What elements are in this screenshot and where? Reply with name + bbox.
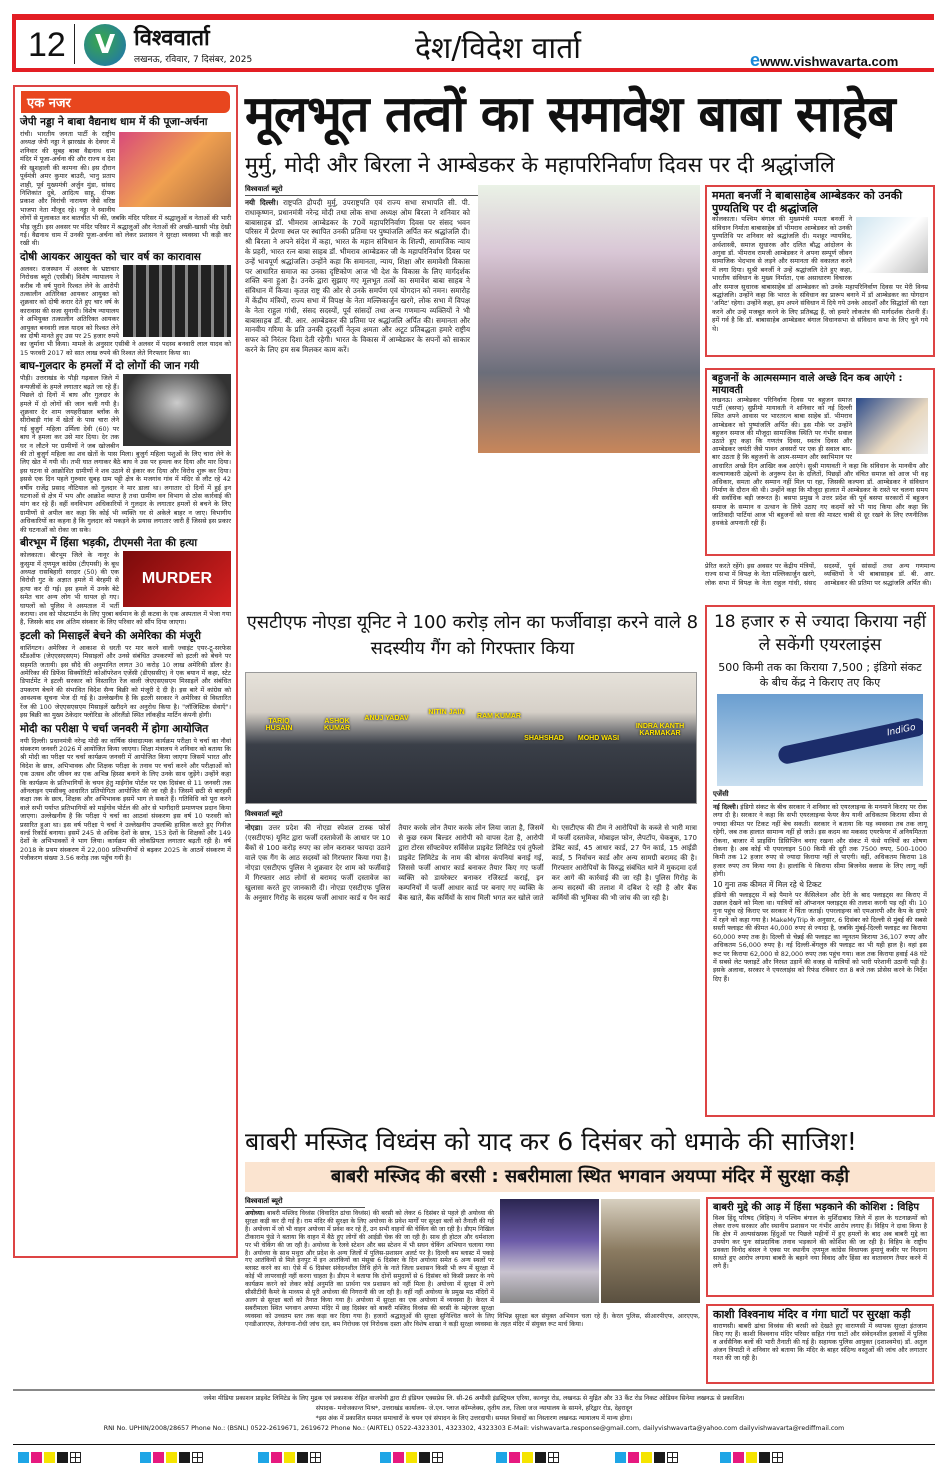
cmyk-swatch-group (720, 1452, 783, 1463)
plane-livery: IndiGo (777, 717, 923, 766)
byline: एजेंसी (713, 790, 927, 801)
paper-logo: V (84, 24, 126, 66)
color-swatch (380, 1452, 391, 1463)
dateline: नई दिल्ली। (713, 803, 739, 811)
color-swatch (419, 1452, 430, 1463)
cmyk-swatch-group (496, 1452, 559, 1463)
story-title: दोषी आयकर आयुक्त को चार वर्ष का कारावास (20, 250, 201, 263)
story-text: उत्तर प्रदेश की नोएडा स्पेशल टास्क फोर्स (एसटीएफ) यूनिट द्वारा फर्जी दस्तावेजों के आधार पर 10 बैंकों से 100 करोड़ रुपए का लोन कराकर फायदा उठाने वाले एक गैंग के आठ सदस्यों को गिरफ्तार किया गया है। नोएडा एसटीएफ पुलिस ने शुक्रवार देर शाम को फर्जीवाड़े में गिरफ्तार आठ लोगों से बरामद फर्जी दस्तावेज का खुलासा करते हुए जानकारी दी। नोएडा एसटीएफ पुलिस के अनुसार गिरोह के सदस्य फर्जी आधार कार्ड व पैन कार्ड तैयार करके लोन तैयार करके लोन लिया जाता है, जिसमें से कुछ रकम बिल्डर आरोपी को वापस देता है, आरोपी द्वारा टोरस सॉफ्टवेयर सर्विसेज प्राइवेट लिमिटेड एवं तुफैलो प्राइवेट लिमिटेड के नाम की बोगस कंपनियां बनाई गई, जिससे फर्जी आधार कार्ड बनाकर तैयार किए गए फर्जी व्यक्ति को डायरेक्टर बनाकर रजिस्टर्ड कराई, इन कम्पनियों में फर्जी आधार कार्ड पर बनाए गए व्यक्ति के बैंक खाते, बैंक कर्मियों के साथ मिली भगत कर खोले जाते थे। एसटीएफ की टीम ने आरोपियों के कब्जे से भारी मात्रा में फर्जी दस्तावेज, मोबाइल फोन, लैपटॉप, चेकबुक, 170 डेबिट कार्ड, 45 आधार कार्ड, 27 पैन कार्ड, 15 आईडी कार्ड, 5 निर्वाचन कार्ड और अन्य सामग्री बरामद की है। गिरफ्तार आरोपियों के विरुद्ध संबंधित थाने में मुकदमा दर्ज कर आगे की कार्रवाई की जा रही है। पुलिस गिरोह के अन्य सदस्यों की तलाश में दबिश दे रही है और बैंक कर्मियों की भूमिका की भी जांच की जा रही है। (245, 824, 697, 902)
story-subtitle: 500 किमी तक का किराया 7,500 ; इंडिगो संकट के बीच केंद्र ने किराए तए किए (718, 661, 922, 689)
cmyk-swatch-group (258, 1452, 321, 1463)
paper-name: विश्ववार्ता (134, 26, 210, 51)
lead-text: राष्ट्रपति द्रौपदी मुर्मु, उपराष्ट्रपति एवं राज्य सभा सभापति सी. पी. राधाकृष्णन, प्रधानमंत्री नरेन्द्र मोदी तथा लोक सभा अध्यक्ष ओम बिरला ने शनिवार को बाबासाहब डॉ. भीमराव आम्बेडकर के 70वें महापरिनिर्वाण दिवस पर संसद भवन परिसर में प्रेरणा स्थल पर स्थापित उनकी प्रतिमा पर पुष्पांजलि अर्पित कर श्रद्धांजलि दी। श्री बिरला ने अपने संदेश में कहा, भारत के महान संविधान के शिल्पी, सामाजिक न्याय के प्रहरी, भारत रत्न बाबा साहब डॉ. भीमराव आम्बेडकर जी के महापरिनिर्वाण दिवस पर उन्हें भावपूर्ण श्रद्धांजलि। उन्होंने कहा कि समानता, न्याय, शिक्षा और समावेशी विकास पर आधारित समाज का उनका दृष्टिकोण आज भी देश के विकास के लिए मार्गदर्शक शक्ति बना हुआ है। उनके द्वारा सुझाए गए मूलभूत तत्वों का समावेश बाबा साहब ने संविधान में किया। कृतज्ञ राष्ट्र की ओर से उनके समर्पण एवं योगदान को नमन। समारोह में केंद्रीय मंत्रियों, राज्य सभा में विपक्ष के नेता मल्लिकार्जुन खरगे, लोक सभा में विपक्ष के नेता राहुल गांधी, संसद सदस्यों, पूर्व सांसदों तथा अन्य गणमान्य व्यक्तियों ने भी बाबासाहब डॉ. बी. आर. आम्बेडकर की प्रतिमा पर श्रद्धांजलि अर्पित की। समानता और मानवीय गरिमा के प्रति उनकी दूरदर्शी नेतृत्व क्षमता और अटूट प्रतिबद्धता हमारे राष्ट्रीय सफर को निरंतर दिशा देती रहेगी। भारत के विकास में आम्बेडकर के सपनों को साकार करने के लिए हम सब मिलकर काम करें। (245, 198, 470, 354)
color-swatch (615, 1452, 626, 1463)
mayawati-photo (856, 398, 928, 454)
indigo-plane-photo (717, 694, 923, 786)
lead-story (245, 185, 700, 453)
story-text: इंडिगो की फ्लाइट्स में बड़े पैमाने पर कैंसिलेशन और देरी के बाद फ्लाइट्स का किराए में उछाल देखने को मिला था। यात्रियों को ऑप्शनल फ्लाइट्स की तलाश करनी पड़ रही थी। 10 गुना पहुंच रहे किराए पर सरकार ने चिंता जताई। एयरलाइन्स को एमआरपी और कैप के दायरे में रहने को कहा गया है। MakeMyTrip के अनुसार, 6 दिसंबर को दिल्ली से मुंबई की सबसे सस्ती फ्लाइट की कीमत 40,000 रुपए से ज्यादा है, जबकि मुंबई-दिल्ली फ्लाइट का किराया 60,000 रुपए तक है। दिल्ली से चेन्नई की फ्लाइट का न्यूनतम किराया 36,107 रुपए और अधिकतम 56,000 रुपए है। नई दिल्ली-बेंगलुरु की फ्लाइट का भी यही हाल है। वहां इस रूट पर किराया 62,000 से 82,000 रुपए तक पहुंच गया। कल तक किराया हवाई 48 घंटे में सबसे लेट फ्लाइटें और निरस्त उड़ानें की वजह से यात्रियों को भारी परेशानी उठानी पड़ी है। इसके अलावा, सरकार ने एयरलाइंस को रिफंड रविवार रात 8 बजे तक प्रोसेस करने के निर्देश दिए हैं। (713, 890, 927, 983)
footer-rule (13, 1389, 935, 1391)
story-text: कोलकाता। पश्चिम बंगाल की मुख्यमंत्री ममता बनर्जी ने संविधान निर्माता बाबासाहेब डॉ भीमराव आम्बेडकर को उनकी पुण्यतिथि पर शनिवार को श्रद्धांजलि दी। मशहूर न्यायविद, अर्थशास्त्री, समाज सुधारक और दलित बौद्ध आंदोलन के अगुवा डॉ. भीमराव रामजी आम्बेडकर ने अपना सम्पूर्ण जीवन सामाजिक भेदभाव से लड़ने और समानता की वकालत करने में लगा दिया। सुश्री बनर्जी ने उन्हें श्रद्धांजलि देते हुए कहा, भारतीय संविधान के मुख्य निर्माता, एक असाधारण विचारक और समाज सुधारक बाबासाहेब डॉ आम्बेडकर को उनके महापरिनिर्वाण दिवस पर मेरी विनम्र श्रद्धांजलि। उन्होंने कहा कि भारत के संविधान का प्रारूप बनाने में डॉ आम्बेडकर का योगदान 'अमिट' रहेगा। उन्होंने कहा, हम अपने संविधान में दिये गये उनके आदर्शों और सिद्धांतों की रक्षा करने और उन्हें मजबूत करने के लिए प्रतिबद्ध हैं, जो हमारे लोकतंत्र की मार्गदर्शक रोशनी हैं। हमें गर्व है कि डॉ. बाबासाहेब आम्बेडकर बंगाल विधानसभा से संविधान सभा के लिए चुने गये थे। (712, 215, 928, 333)
story-title: जेपी नड्डा ने बाबा वैद्यनाथ धाम में की पूजा-अर्चना (20, 116, 208, 128)
imprint-line: जयेश मीडिया प्रकाशन प्राइवेट लिमिटेड के लिए मुद्रक एवं प्रकाशक रोहित वाजपेयी द्वारा टी इंडियन एक्सप्रेस लि. सी-26 अमौसी इंडस्ट्रियल एरिया, कानपुर रोड, लखनऊ से मुद्रित और 33 कैंट रोड निकट ओडियन सिनेमा लखनऊ से प्रकाशित। (203, 1395, 745, 1402)
mamata-photo (856, 217, 928, 273)
photo-label: ANUJ YADAV (364, 715, 409, 722)
browser-icon: e (750, 50, 761, 70)
color-swatch (18, 1452, 29, 1463)
photo-label: ASHOK KUMAR (323, 718, 351, 732)
jail-bars-photo (123, 265, 231, 337)
nadda-photo (119, 132, 231, 207)
vhp-story (706, 1197, 934, 1297)
tiger-attack-photo (123, 374, 231, 446)
color-swatch (759, 1452, 770, 1463)
ram-temple-photo (500, 1199, 599, 1303)
babri-headline: बाबरी मस्जिद विध्वंस को याद कर 6 दिसंबर को धमाके की साजिश! (245, 1127, 857, 1156)
website-link[interactable]: ewww.vishwavarta.com (750, 50, 899, 70)
divider (74, 24, 75, 64)
imprint-line: *इस अंक में प्रकाशित समस्त समाचारों के चयन एवं संपादन के लिए उत्तरदायी। समस्त विवादों का निस्तारण लखनऊ न्यायालय में मान्य होगा। (315, 1415, 633, 1422)
cmyk-swatch-group (140, 1452, 203, 1463)
photo-label: NITIN JAIN (428, 709, 465, 716)
color-swatch (284, 1452, 295, 1463)
photo-label: SHAHSHAD (524, 735, 564, 742)
imprint (13, 1394, 935, 1434)
color-swatch (166, 1452, 177, 1463)
story-title: बाघ-गुलदार के हमलों में दो लोगों की जान गयी (20, 360, 199, 373)
murder-graphic: MURDER (123, 551, 231, 607)
dateline: नयी दिल्ली। (245, 198, 279, 207)
byline: विश्ववार्ता ब्यूरो (245, 185, 700, 196)
color-swatch (654, 1452, 665, 1463)
stf-headline: एसटीएफ नोएडा यूनिट ने 100 करोड़ लोन का फर्जीवाड़ा करने वाले 8 सदस्यीय गैंग को गिरफ्तार किया (246, 612, 699, 659)
color-swatch (496, 1452, 507, 1463)
story-title: बहुजनों के आत्मसम्मान वाले अच्छे दिन कब आएंगे : मायावती (712, 373, 903, 396)
story-text: कोलकाता। बीरभूम जिले के नानूर के कुसुमा में तृणमूल कांग्रेस (टीएमसी) के बूथ अध्यक्ष रासबिहारी सरदार (50) की एक विरोधी गुट के अज्ञात हमले में बेरहमी से हत्या कर दी गई। इस हमले में उनके बेटे समेत चार अन्य लोग भी घायल हो गए। घायलों को पुलिस ने अस्पताल में भर्ती कराया। शव को पोस्टमार्टम के लिए पुरबा बर्धमान के ही कटवा के एक अस्पताल में भेजा गया है, जिसके बाद शव अंतिम संस्कार के लिए परिवार को सौंप दिया जाएगा। (20, 551, 231, 627)
photo-label: INDRA KANTH KARMAKAR (635, 723, 685, 737)
lead-subheadline: मुर्मु, मोदी और बिरला ने आम्बेडकर के महापरिनिर्वाण दिवस पर दी श्रद्धांजलि (245, 153, 835, 178)
registration-mark-icon (70, 1452, 81, 1463)
color-swatch (733, 1452, 744, 1463)
stf-story (245, 810, 697, 903)
color-swatch (746, 1452, 757, 1463)
color-swatch (522, 1452, 533, 1463)
story-title: काशी विश्वनाथ मंदिर व गंगा घाटों पर सुरक्षा कड़ी (713, 1308, 911, 1321)
police-march-photo (601, 1199, 700, 1303)
story-text: रांची। भारतीय जनता पार्टी के राष्ट्रीय अध्यक्ष जेपी नड्डा ने झारखंड के देवघर में शनिवार की सुबह बाबा वैद्यनाथ धाम मंदिर में पूजा-अर्चना की और राज्य व देश की खुशहाली की कामना की। इस दौरान पूर्वमंत्री अमर कुमार बाउरी, भानु प्रताप शाही, पूर्व मुख्यमंत्री अर्जुन मुंडा, सांसद निशिकांत दुबे, आदित्य साहू, दीपक प्रकाश और विरांची नारायण जैसे वरिष्ठ भाजपा नेता मौजूद रहे। नड्डा ने स्थानीय लोगों से मुलाकात कर बातचीत भी की, जबकि मंदिर परिसर में श्रद्धालुओं व नेताओं की भारी भीड़ जुटी। इस अवसर पर मंदिर परिसर में श्रद्धालुओं और नेताओं की अच्छी-खासी भीड़ देखी गई। वैद्यनाथ धाम में उनकी पूजा-अर्चना को लेकर प्रशासन ने सुरक्षा व्यवस्था भी कड़ी कर रखी थी। (20, 130, 231, 248)
story-text: अलवर। राजस्थान में अलवर के भ्रष्टाचार निरोधक ब्यूरो (एसीबी) विशेष न्यायालय ने करीब नौ वर्ष पुराने रिश्वत लेने के आरोपी तत्कालीन अतिरिक्त आयकर आयुक्त को शुक्रवार को दोषी करार देते हुए चार वर्ष के कारावास की सजा सुनायी। विशेष न्यायालय ने अभियुक्त तत्कालीन अतिरिक्त आयकर आयुक्त बनवारी लाल यादव को रिश्वत लेने का दोषी मानते हुए उस पर 25 हजार रुपये का जुर्माना भी किया। मामले के अनुसार एसीबी ने अलवर में पदस्थ बनवारी लाल यादव को 15 फरवरी 2017 को सात लाख रुपये की रिश्वत लेते गिरफ्तार किया था। (20, 264, 231, 357)
cmyk-swatch-group (615, 1452, 678, 1463)
color-swatch (271, 1452, 282, 1463)
story-text: वाराणसी। बाबरी ढांचा विध्वंस की बरसी को देखते हुए वाराणसी में व्यापक सुरक्षा इंतजाम किए गए हैं। काशी विश्वनाथ मंदिर परिसर सहित गंगा घाटों और संवेदनशील इलाकों में पुलिस व अर्धसैनिक बलों की भारी तैनाती की गई है। सहायक पुलिस आयुक्त (दशाश्वमेध) डॉ. अतुल अंजन त्रिपाठी ने शनिवार को बताया कि मंदिर के बाहर संदिग्ध वस्तुओं की जांच और लगातार गश्त की जा रही है। (713, 1321, 927, 1362)
color-swatch (31, 1452, 42, 1463)
kashi-story (706, 1304, 934, 1384)
registration-mark-icon (192, 1452, 203, 1463)
babri-photos (500, 1199, 700, 1303)
imprint-line: RNI No. UPHIN/2008/28657 Phone No.: (BSNL) 0522-2619671, 2619672 Phone No.: (AIRTEL) 0522-4323301, 4323302, 4323303 E-Mail: vishwavarta.response@gmail.com, dailyvishwavarta@yahoo.com dailyvishwavarta@rediffmail.com (103, 1425, 845, 1432)
story-text: नयी दिल्ली। प्रधानमंत्री नरेन्द्र मोदी का वार्षिक संवादात्मक कार्यक्रम परीक्षा पे चर्चा का नौवां संस्करण जनवरी 2026 में आयोजित किया जाएगा। शिक्षा मंत्रालय ने शनिवार को बताया कि श्री मोदी का परीक्षा पर चर्चा कार्यक्रम जनवरी में आयोजित किया जाएगा जिसमें भारत और विदेश के छात्र, अभिभावक और शिक्षक परीक्षा के तनाव पर चर्चा करने और परीक्षाओं को एक उत्सव और जीवन का एक अभिन्न हिस्सा बनाने के लिए उनके साथ जुड़ेंगे। उन्होंने कहा कि कार्यक्रम के प्रतिभागियों के चयन हेतु माईगोव पोर्टल पर एक दिसंबर से 11 जनवरी तक ऑनलाइन एमसीक्यू आधारित प्रतियोगिता आयोजित की जा रही है। जिसमें छठी से बारहवीं कक्षा तक के छात्र, शिक्षक और अभिभावक इसमें भाग ले सकते हैं। गतिविधि को पूरा करने वाले सभी पर्याप्त प्रतिभागियों को माईगोव पोर्टल की ओर से भागीदारी प्रमाणपत्र प्रदान किया जाएगा। उल्लेखनीय है कि परीक्षा पे चर्चा का आठवां संस्करण इस वर्ष 10 फरवरी को प्रसारित हुआ था। इस वर्ष परीक्षा पे चर्चा ने उल्लेखनीय उपलब्धि हासिल करते हुए गिनीज वर्ल्ड रिकॉर्ड बनाया। इसमें 245 से अधिक देशों के छात्र, 153 देशों के शिक्षकों और 149 देशों के अभिभावकों ने भाग लिया। कार्यक्रम की लोकप्रियता लगातार बढ़ती रही है। वर्ष 2018 के प्रथम संस्करण में 22,000 प्रतिभागियों से बढ़कर 2025 के आठवें संस्करण में पंजीकरण संख्या 3.56 करोड़ तक पहुँच गयी है। (20, 736, 231, 863)
dateline: अयोध्या। (245, 1210, 265, 1217)
byline: विश्ववार्ता ब्यूरो (245, 810, 390, 821)
imprint-line: संपादक- मनोजकान्त मिश्र*, उत्तराखंड कार्यालय- जे.एन. प्लाज कॉम्प्लेक्स, तृतीय तल, जिला जज न्यायालय के सामने, हरिद्वार रोड, देहरादून (315, 1405, 633, 1412)
color-swatch (393, 1452, 404, 1463)
registration-mark-icon (772, 1452, 783, 1463)
story-text: इंडिगो संकट के बीच सरकार ने शनिवार को एयरलाइन्स के मनमाने किराए पर रोक लगा दी है। सरकार ने कहा कि सभी एयरलाइन्स फेयर कैप यानी अधिकतम किराया सीमा से ज्यादा कीमत पर टिकट नहीं बेच सकती। सरकार ने बताया कि यह व्यवस्था तब तक लागू रहेगी, जब तक हालात सामान्य नहीं हो जाते। इस कदम का मकसद एयरफेयर में अनियमितता रोकना, बाजार में प्राइसिंग डिसिप्लिन बनाए रखना और संकट में फंसे यात्रियों का शोषण रोकना है। अब कोई भी एयरलाइन 500 किमी की दूरी तक 7500 रुपए, 500-1000 किमी तक 12 हजार रुपए से ज्यादा किराया नहीं ले पाएगी। वहीं, अधिकतम किराया 18 हजार रुपए तय किया गया है। हालांकि ये किराया सीमा बिजनेस क्लास के लिए लागू नहीं होगी। (713, 803, 927, 879)
ek-nazar-tag: एक नजर (21, 91, 230, 113)
story-text: विश्व हिंदू परिषद (विहिप) ने पश्चिम बंगाल के मुर्शिदाबाद जिले में हाल के घटनाक्रमों को लेकर राज्य सरकार और स्थानीय प्रशासन पर गंभीर आरोप लगाए हैं। विहिप ने दावा किया है कि क्षेत्र में अल्पसंख्यक हिंदुओं पर पिछले महीनों में हुए हमलों के बाद अब बाबरी मुद्दे का उपयोग कर पुनः सांप्रदायिक तनाव भड़काने की कोशिश की जा रही है। विहिप के राष्ट्रीय प्रवक्ता विनोद बंसल ने एक्स पर स्थानीय तृणमूल कांग्रेस विधायक हुमायूं कबीर पर निशाना साधते हुए आरोप लगाया बाबरी के बहाने नया विवाद और हिंसा का वातावरण तैयार करने में लगे हैं। (713, 1213, 927, 1270)
story-title: बाबरी मुद्दे की आड़ में हिंसा भड़काने की कोशिश : विहिप (713, 1202, 920, 1213)
story-subhead: 10 गुना तक कीमत में मिल रहे थे टिकट (713, 879, 822, 889)
color-swatch (535, 1452, 546, 1463)
color-swatch (720, 1452, 731, 1463)
byline: विश्ववार्ता ब्यूरो (245, 1197, 365, 1208)
color-swatch (57, 1452, 68, 1463)
story-text: पौड़ी। उत्तराखंड के पौड़ी गढ़वाल जिले में वन्यजीवों के हमले लगातार बढ़ते जा रहे हैं। पिछले दो दिनों में बाघ और गुलदार के हमले में दो लोगों की जान चली गयी है। शुक्रवार देर शाम जयहरीखाल ब्लॉक के सीरोबाड़ी गांव में खेतों के पास चारा लेने गई बुजुर्ग महिला उर्मिला देवी (60) पर बाघ ने हमला कर उसे मार दिया। देर तक घर न लौटने पर ग्रामीणों ने जब खोजबीन की तो बुजुर्ग महिला का शव खेतों के पास मिला। बुजुर्ग महिला पशुओं के लिए चारा लेने के लिए खेत में गयी थी। तभी घात लगाकर बैठे बाघ ने उस पर हमला कर दिया और मार दिया। इस घटना से आक्रोशित ग्रामीणों ने शव उठाने से इंकार कर दिया और विरोध शुरू कर दिया। इससे एक दिन पहले गुरुवार सुबह ग्राम पट्टी क्षेत्र के मजगांव गांव में मंदिर से लौट रहे 42 वर्षीय राजेंद्र प्रसाद नौटियाल को गुलदार ने मार डाला था। लगातार दो दिनों में हुई इन घटनाओं से क्षेत्र में भय और आक्रोश व्याप्त है तथा ग्रामीण वन विभाग से ठोस कार्रवाई की मांग कर रहे हैं। वहीं वनविभाग अधिकारियों ने गुलदार के लगातार हमलों से बचने के लिए ग्रामीणों से अपील कर कहा कि कोई भी व्यक्ति घर से अकेले बाहर न जाए। विभागीय अधिकारियों का कहना है कि गुलदार को पकड़ने के प्रयास लगातार जारी हैं जिससे इस प्रकार की घटनाओं को रोका जा सके। (20, 374, 231, 534)
dateline: नोएडा। (245, 824, 263, 832)
left-column (13, 85, 238, 1258)
color-swatch (153, 1452, 164, 1463)
photo-label: RAM KUMAR (477, 713, 521, 720)
color-swatch (641, 1452, 652, 1463)
registration-mark-icon (667, 1452, 678, 1463)
photo-label: MOHD WASI (577, 735, 620, 742)
story-title: ममता बनर्जी ने बाबासाहेब आम्बेडकर को उनकी पुण्यतिथि पर दी श्रद्धांजलि (712, 189, 903, 215)
babri-subheadline: बाबरी मस्जिद की बरसी : सबरीमाला स्थित भगवान अयप्पा मंदिर में सुरक्षा कड़ी (245, 1162, 935, 1192)
airline-story (705, 605, 935, 1117)
story-text: वाशिंगटन। अमेरिका ने आकाश से धरती पर मार करने वाली ज्वाइंट एयर-टू-सरफेस स्टैंडऑफ (जेएएसएसएम) मिसाइलों और उनसे संबंधित उपकरणों को इटली को बेचने पर सहमति जतायी। इस सौदे की अनुमानित लागत 30 करोड़ 10 लाख अमेरिकी डॉलर है। अमेरिका की डिफेंस सिक्योरिटी कोऑपरेशन एजेंसी (डीएससीए) ने एक बयान में कहा, स्टेट डिपार्टमेंट ने इटली सरकार को विस्तारित रेंज वाली जेएएसएसएम मिसाइलें और संबंधित उपकरण बेचने की संभावित विदेश सैन्य बिक्री को मंजूरी दे दी है। इस बारे में कांग्रेस को आवश्यक सूचना भेज दी गई है। उल्लेखनीय है कि इटली सरकार ने अमेरिका से विस्तारित रेंज की 100 जेएएसएसएम मिसाइलें खरीदने का अनुरोध किया है। "लॉजिस्टिक सेवाएँ"। इस बिक्री का मुख्य ठेकेदार फ्लोरिडा के ऑरलैंडो स्थित लॉकहीड मार्टिन कंपनी होगी। (20, 643, 231, 720)
color-swatch (406, 1452, 417, 1463)
photo-label: TARIQ HUSAIN (265, 718, 293, 732)
color-swatch (140, 1452, 151, 1463)
story-title: 18 हजार रु से ज्यादा किराया नहीं ले सकेंगी एयरलाइंस (713, 612, 927, 655)
page-number: 12 (28, 26, 66, 64)
cmyk-swatch-group (18, 1452, 81, 1463)
color-swatch (509, 1452, 520, 1463)
registration-mark-icon (548, 1452, 559, 1463)
dateline: लखनऊ, रविवार, 7 दिसंबर, 2025 (134, 55, 253, 65)
mamata-story (705, 185, 935, 357)
stf-gang-photo (245, 672, 697, 804)
footer-rule (13, 1444, 935, 1445)
ambedkar-tribute-photo (478, 185, 700, 453)
story-text: लखनऊ। आम्बेडकर परिनिर्वाण दिवस पर बहुजन समाज पार्टी (बसपा) सुप्रीमो मायावती ने शनिवार को नई दिल्ली स्थित अपने आवास पर भारतरत्न बाबा साहेब डॉ. भीमराव आम्बेडकर को पुष्पांजलि अर्पित की। इस मौके पर उन्होंने बहुजन समाज की मौजूदा सामाजिक स्थिति पर गंभीर सवाल उठाते हुए कहा कि गणतंत्र दिवस, स्वतंत्र दिवस और आम्बेडकर जयंती जैसे पावन अवसरों पर एक ही सवाल बार-बार उठता है कि बहुजनों के आत्म-सम्मान और स्वाभिमान पर आधारित अच्छे दिन आखिर कब आएंगे। सुश्री मायावती ने कहा कि संविधान के मानवीय और कल्याणकारी उद्देश्यों के अनुरूप देश के दलितों, पिछड़ों और वंचित समाज को आज भी वह अधिकार, समता और सम्मान नहीं मिल पा रहा, जिसकी कल्पना डॉ. आम्बेडकर ने संविधान निर्माण के दौरान की थी। उन्होंने कहा कि मौजूदा हालात में आम्बेडकर के रास्ते पर चलना समय की सर्वाधिक बड़ी जरूरत है। बसपा प्रमुख ने उत्तर प्रदेश की पूर्व बसपा सरकारों में बहुजन समाज के सम्मान व उत्थान के लिये उठाए गए कदमों को भी याद किया और कहा कि जातिवादी पार्टियां आज भी बहुजनों को सत्ता की मास्टर चाबी से दूर रखने के लिए रणनीतिक हथकंडे अपनाती रही हैं। (712, 396, 928, 528)
story-title: इटली को मिसाइलें बेचने की अमेरिका की मंजूरी (20, 629, 201, 642)
color-swatch (628, 1452, 639, 1463)
story-title: बीरभूम में हिंसा भड़की, टीएमसी नेता की हत्या (20, 537, 198, 550)
color-swatch (297, 1452, 308, 1463)
lead-continuation: प्रेरित करते रहेंगे। इस अवसर पर केंद्रीय मंत्रियों, राज्य सभा में विपक्ष के नेता मल्लिकार्जुन खरगे, लोक सभा में विपक्ष के नेता राहुल गांधी, संसद सदस्यों, पूर्व सांसदों तथा अन्य गणमान्य व्यक्तियों ने भी बाबासाहब डॉ. बी. आर. आम्बेडकर की प्रतिमा पर श्रद्धांजलि अर्पित की। (705, 562, 935, 587)
registration-mark-icon (432, 1452, 443, 1463)
registration-mark-icon (310, 1452, 321, 1463)
color-swatch (44, 1452, 55, 1463)
color-swatch (179, 1452, 190, 1463)
mayawati-story (705, 368, 935, 556)
lead-headline: मूलभूत तत्वों का समावेश बाबा साहेब (245, 85, 895, 143)
story-title: मोदी का परीक्षा पे चर्चा जनवरी में होगा आयोजित (20, 722, 209, 735)
color-swatch (258, 1452, 269, 1463)
section-title: देश/विदेश वार्ता (415, 31, 582, 66)
story-text: बाबरी मस्जिद विध्वंस (विवादित ढांचा विध्वंस) की बरसी को लेकर 6 दिसंबर से पहले ही अयोध्या की सुरक्षा कड़ी कर दी गई है। राम मंदिर की सुरक्षा के लिए अयोध्या के प्रवेश मार्गों पर सुरक्षा बलों को तैनाती की गई है। अयोध्या में जो भी वाहन अयोध्या में प्रवेश कर रहे हैं, उन सभी वाहनों की चेकिंग की जा रही है। डीएम निखिल टीकाराम फुंडे ने बताया कि वाहन में बैठे हुए लोगों की आईडी चेक की जा रही है। साथ ही होटल और धर्मशाला पर भी चेकिंग की जा रही है। अयोध्या के रेलवे स्टेशन और बस स्टेशन में भी सघन चेकिंग अभियान चलाया गया है। अयोध्या के साथ मथुरा और प्रदेश के अन्य जिलों में पुलिस-प्रशासन अलर्ट पर है। दिल्ली बम ब्लास्ट में पकड़े गए आतंकियों से मिले इनपुट में इन आतंकियों का मंसूबा 6 दिसंबर के दिन अयोध्या समेत 6 अन्य स्थलों पर ब्लास्ट करने का था। ऐसे में 6 दिसंबर संवेदनशील तिथि होने के नाते जिला प्रशासन किसी भी रूप में सुरक्षा में कोई भी लापरवाही नहीं करना चाहता है। डीएम ने बताया कि दोनों समुदायों से 6 दिसंबर को किसी प्रकार के नये कार्यक्रम करने को लेकर कोई अनुमति का प्रार्थना पत्र प्रशासन को नहीं मिला है। अयोध्या में सुरक्षा में लगे सीसीटीवी कैमरे के माध्यम से पूरी अयोध्या की निगरानी की जा रही है। वहीं नहीं अयोध्या के प्रमुख मठ मंदिरों में अलग से सुरक्षा बलों को तैनात किया गया है। अयोध्या में सुरक्षा का एक अयोध्या में व्यवस्था है। केरल में सबरीमाला स्थित भगवान अयप्पा मंदिर में छह दिसंबर को बाबरी मस्जिद विध्वंस की बरसी के मद्देनजर सुरक्षा व्यवस्था को उच्चतम स्तर तक कड़ा कर दिया गया है। हजारों श्रद्धालुओं की सुरक्षा सुनिश्चित करने के लिए विभिन्न सुरक्षा बल संयुक्त अभियान चला रहे हैं। केरल पुलिस, सीआरपीएफ, आरएएफ, एनडीआरएफ, तेलंगाना-रोधी जांच दल, बम निरोधक एवं निरोधक दस्ता और विशेष शाखा ने कड़ी सुरक्षा व्यवस्था के तहत मंदिर में संयुक्त रूट मार्च किया। (245, 1210, 700, 1328)
babri-story (245, 1197, 700, 1329)
cmyk-swatch-group (380, 1452, 443, 1463)
